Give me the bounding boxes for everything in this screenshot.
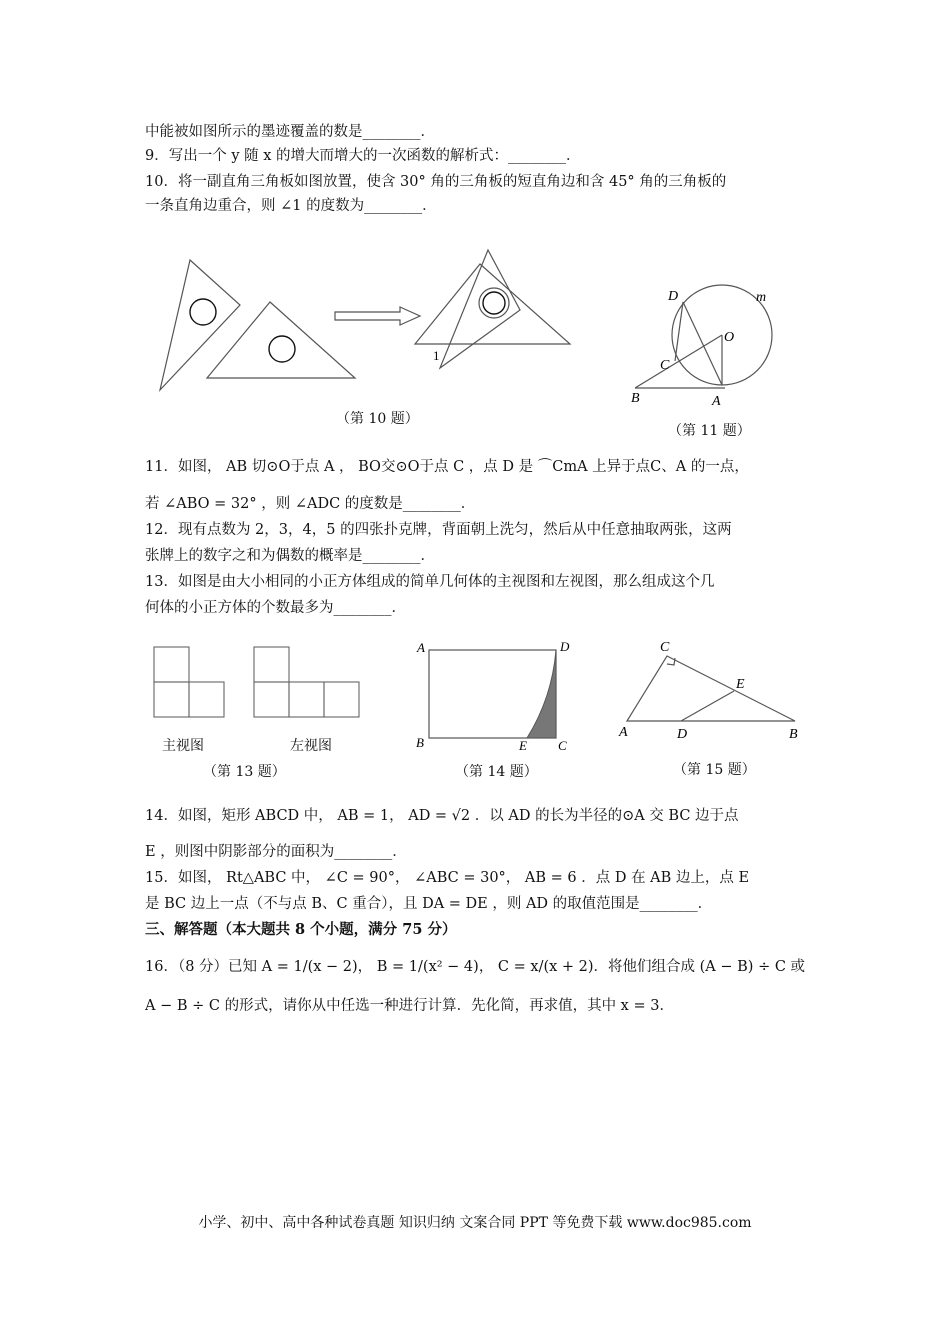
figure-11 — [625, 283, 785, 413]
caption-fig10: （第 10 题） — [336, 411, 419, 427]
footer: 小学、初中、高中各种试卷真题 知识归纳 文案合同 PPT 等免费下载 www.doc985.com — [198, 1215, 752, 1231]
q15-line2: 是 BC 边上一点（不与点 B、C 重合），且 DA = DE ，则 AD 的取值范围是________． — [145, 896, 713, 912]
figure-15 — [615, 638, 805, 742]
q11-line2: 若 ∠ABO = 32° ，则 ∠ADC 的度数是________． — [145, 496, 476, 512]
q15-line1: 15．如图， Rt△ABC 中， ∠C = 90°， ∠ABC = 30°， AB = 6 ．点 D 在 AB 边上，点 E — [145, 870, 750, 886]
q16-line2: A − B ÷ C 的形式，请你从中任选一种进行计算．先化简，再求值，其中 x = 3． — [145, 998, 674, 1014]
q10-line2: 一条直角边重合，则 ∠1 的度数为________． — [145, 198, 437, 214]
front-view-label: 主视图 — [162, 738, 204, 754]
caption-fig15: （第 15 题） — [673, 762, 756, 778]
q9: 9．写出一个 y 随 x 的增大而增大的一次函数的解析式：________． — [145, 148, 581, 164]
label-D: D — [668, 289, 679, 304]
caption-fig14: （第 14 题） — [455, 764, 538, 780]
label-m: m — [756, 290, 767, 305]
label-A: A — [712, 394, 721, 409]
figure-10 — [150, 250, 570, 390]
q10-line1: 10．将一副直角三角板如图放置，使含 30° 角的三角板的短直角边和含 45° 角的三角板的 — [145, 174, 727, 190]
label-A: A — [417, 640, 425, 655]
q13-line1: 13．如图是由大小相同的小正方体组成的简单几何体的主视图和左视图，那么组成这个几 — [145, 574, 715, 590]
label-B: B — [631, 391, 640, 406]
combined-triangle-45 — [415, 264, 570, 344]
label-A: A — [619, 725, 628, 740]
caption-fig13: （第 13 题） — [203, 764, 286, 780]
q13-line2: 何体的小正方体的个数最多为________． — [145, 600, 406, 616]
label-B: B — [789, 727, 798, 742]
q14-line1: 14．如图，矩形 ABCD 中， AB = 1， AD = √2 ．以 AD 的长为半径的⊙A 交 BC 边于点 — [145, 808, 739, 824]
arrow — [335, 307, 420, 325]
shaded-region — [527, 650, 556, 738]
figure-13 — [150, 645, 370, 725]
q12-line2: 张牌上的数字之和为偶数的概率是________． — [145, 548, 435, 564]
label-C: C — [660, 358, 670, 373]
label-E: E — [519, 738, 527, 753]
label-B: B — [416, 735, 424, 750]
left-view-label: 左视图 — [290, 738, 332, 754]
caption-fig11: （第 11 题） — [668, 423, 751, 439]
label-O: O — [724, 330, 735, 345]
q16-line1: 16．（8 分）已知 A = 1/(x − 2)， B = 1/(x² − 4)， C = x/(x + 2)．将他们组合成 (A − B) ÷ C 或 — [145, 959, 806, 975]
label-D: D — [677, 727, 688, 742]
label-C: C — [558, 738, 567, 753]
label-C: C — [660, 640, 670, 655]
label-D: D — [560, 639, 570, 654]
triangle-45 — [207, 302, 355, 378]
angle-1-label: 1 — [433, 348, 440, 363]
q8-tail: 中能被如图所示的墨迹覆盖的数是________． — [145, 124, 435, 140]
figure-14 — [412, 638, 582, 758]
q12-line1: 12．现有点数为 2，3，4，5 的四张扑克牌，背面朝上洗匀，然后从中任意抽取两张，这两 — [145, 522, 732, 538]
section-3-heading: 三、解答题（本大题共 8 个小题，满分 75 分） — [145, 921, 457, 938]
label-E: E — [736, 677, 745, 692]
q14-line2: E ，则图中阴影部分的面积为________． — [145, 844, 407, 860]
q11-line1: 11．如图， AB 切⊙O于点 A ， BO交⊙O于点 C ，点 D 是 ⌒CmA 上异于点C、A 的一点， — [145, 459, 749, 475]
